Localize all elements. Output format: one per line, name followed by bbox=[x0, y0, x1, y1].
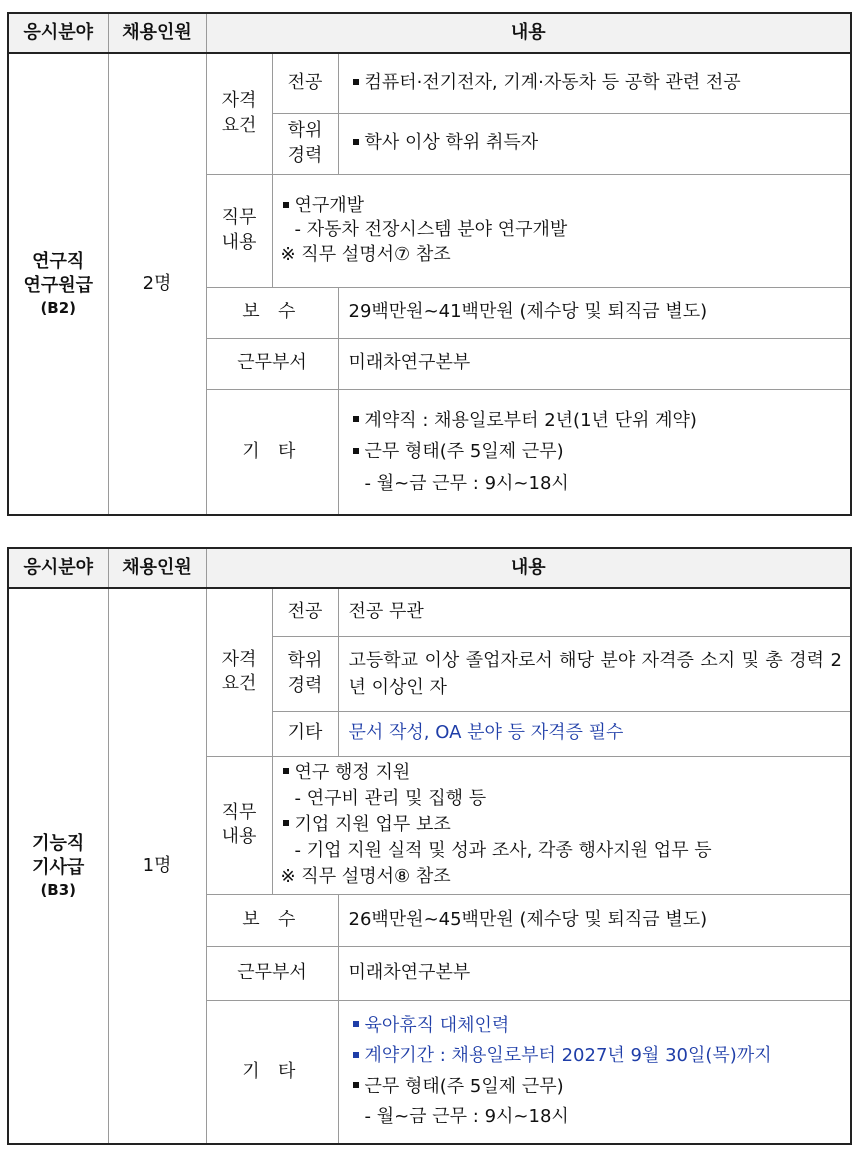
salary-label: 보 수 bbox=[206, 894, 338, 946]
degree-label: 학위 경력 bbox=[272, 636, 338, 711]
field-line: 기능직 bbox=[32, 832, 85, 854]
degree-value: 고등학교 이상 졸업자로서 해당 분야 자격증 소지 및 총 경력 2년 이상인 자 bbox=[338, 636, 851, 711]
salary-label: 보 수 bbox=[206, 287, 338, 338]
bullet-icon bbox=[353, 1082, 359, 1088]
count-cell: 2명 bbox=[108, 53, 206, 515]
job-table-b2 bbox=[7, 12, 852, 516]
duty-note: ※ 직무 설명서⑦ 참조 bbox=[280, 243, 451, 265]
degree-value: 학사 이상 학위 취득자 bbox=[338, 113, 851, 174]
salary-value: 29백만원~41백만원 (제수당 및 퇴직금 별도) bbox=[338, 287, 851, 338]
etc-line: 계약기간 : 채용일로부터 2027년 9월 30일(목)까지 bbox=[349, 1041, 843, 1072]
etc-line: 육아휴직 대체인력 bbox=[349, 1011, 843, 1042]
field-code: (B3) bbox=[40, 881, 77, 900]
dept-label: 근무부서 bbox=[206, 338, 338, 389]
duty-line: - 연구비 관리 및 집행 등 bbox=[294, 787, 487, 809]
duty-line: 연구 행정 지원 bbox=[279, 760, 843, 786]
salary-value: 26백만원~45백만원 (제수당 및 퇴직금 별도) bbox=[338, 894, 851, 946]
etc-line: - 월~금 근무 : 9시~18시 bbox=[364, 472, 569, 494]
job-table-b3 bbox=[7, 547, 852, 1145]
header-field: 응시분야 bbox=[8, 13, 108, 53]
degree-label: 학위 경력 bbox=[272, 113, 338, 174]
dept-value: 미래차연구본부 bbox=[338, 338, 851, 389]
duty-value bbox=[272, 174, 851, 287]
etc-line: 근무 형태(주 5일제 근무) bbox=[349, 1072, 843, 1103]
etc-line: 근무 형태(주 5일제 근무) bbox=[349, 436, 843, 468]
field-line: 연구원급 bbox=[23, 274, 94, 296]
bullet-icon bbox=[353, 416, 359, 422]
dept-value: 미래차연구본부 bbox=[338, 946, 851, 1000]
bullet-icon bbox=[353, 79, 359, 85]
bullet-icon bbox=[283, 202, 289, 208]
duty-line: - 기업 지원 실적 및 성과 조사, 각종 행사지원 업무 등 bbox=[294, 840, 712, 862]
header-content: 내용 bbox=[206, 548, 851, 588]
header-row bbox=[8, 13, 851, 53]
bullet-icon bbox=[353, 448, 359, 454]
duty-label: 직무 내용 bbox=[206, 756, 272, 894]
major-label: 전공 bbox=[272, 588, 338, 636]
etc-label: 기 타 bbox=[206, 1000, 338, 1144]
header-count: 채용인원 bbox=[108, 13, 206, 53]
bullet-icon bbox=[353, 1052, 359, 1058]
bullet-icon bbox=[353, 139, 359, 145]
duty-label: 직무 내용 bbox=[206, 174, 272, 287]
duty-line: - 자동차 전장시스템 분야 연구개발 bbox=[294, 219, 568, 241]
header-count: 채용인원 bbox=[108, 548, 206, 588]
etc-value bbox=[338, 389, 851, 515]
major-label: 전공 bbox=[272, 53, 338, 113]
duty-value bbox=[272, 756, 851, 894]
etc-line: - 월~금 근무 : 9시~18시 bbox=[364, 1106, 569, 1128]
count-cell: 1명 bbox=[108, 588, 206, 1144]
field-line: 연구직 bbox=[32, 250, 85, 272]
header-content: 내용 bbox=[206, 13, 851, 53]
qualification-label: 자격 요건 bbox=[206, 588, 272, 756]
field-line: 기사급 bbox=[32, 856, 85, 878]
major-value: 컴퓨터·전기전자, 기계·자동차 등 공학 관련 전공 bbox=[338, 53, 851, 113]
duty-line: 기업 지원 업무 보조 bbox=[279, 812, 843, 838]
header-row bbox=[8, 548, 851, 588]
duty-note: ※ 직무 설명서⑧ 참조 bbox=[280, 866, 451, 888]
major-value: 전공 무관 bbox=[338, 588, 851, 636]
etc-label: 기 타 bbox=[206, 389, 338, 515]
other-label: 기타 bbox=[272, 711, 338, 756]
duty-line: 연구개발 bbox=[279, 194, 843, 218]
bullet-icon bbox=[283, 820, 289, 826]
etc-value bbox=[338, 1000, 851, 1144]
dept-label: 근무부서 bbox=[206, 946, 338, 1000]
other-value: 문서 작성, OA 분야 등 자격증 필수 bbox=[338, 711, 851, 756]
etc-line: 계약직 : 채용일로부터 2년(1년 단위 계약) bbox=[349, 405, 843, 437]
bullet-icon bbox=[353, 1021, 359, 1027]
field-cell bbox=[8, 53, 108, 515]
header-field: 응시분야 bbox=[8, 548, 108, 588]
bullet-icon bbox=[283, 768, 289, 774]
qualification-label: 자격 요건 bbox=[206, 53, 272, 174]
field-cell bbox=[8, 588, 108, 1144]
field-code: (B2) bbox=[40, 299, 77, 318]
